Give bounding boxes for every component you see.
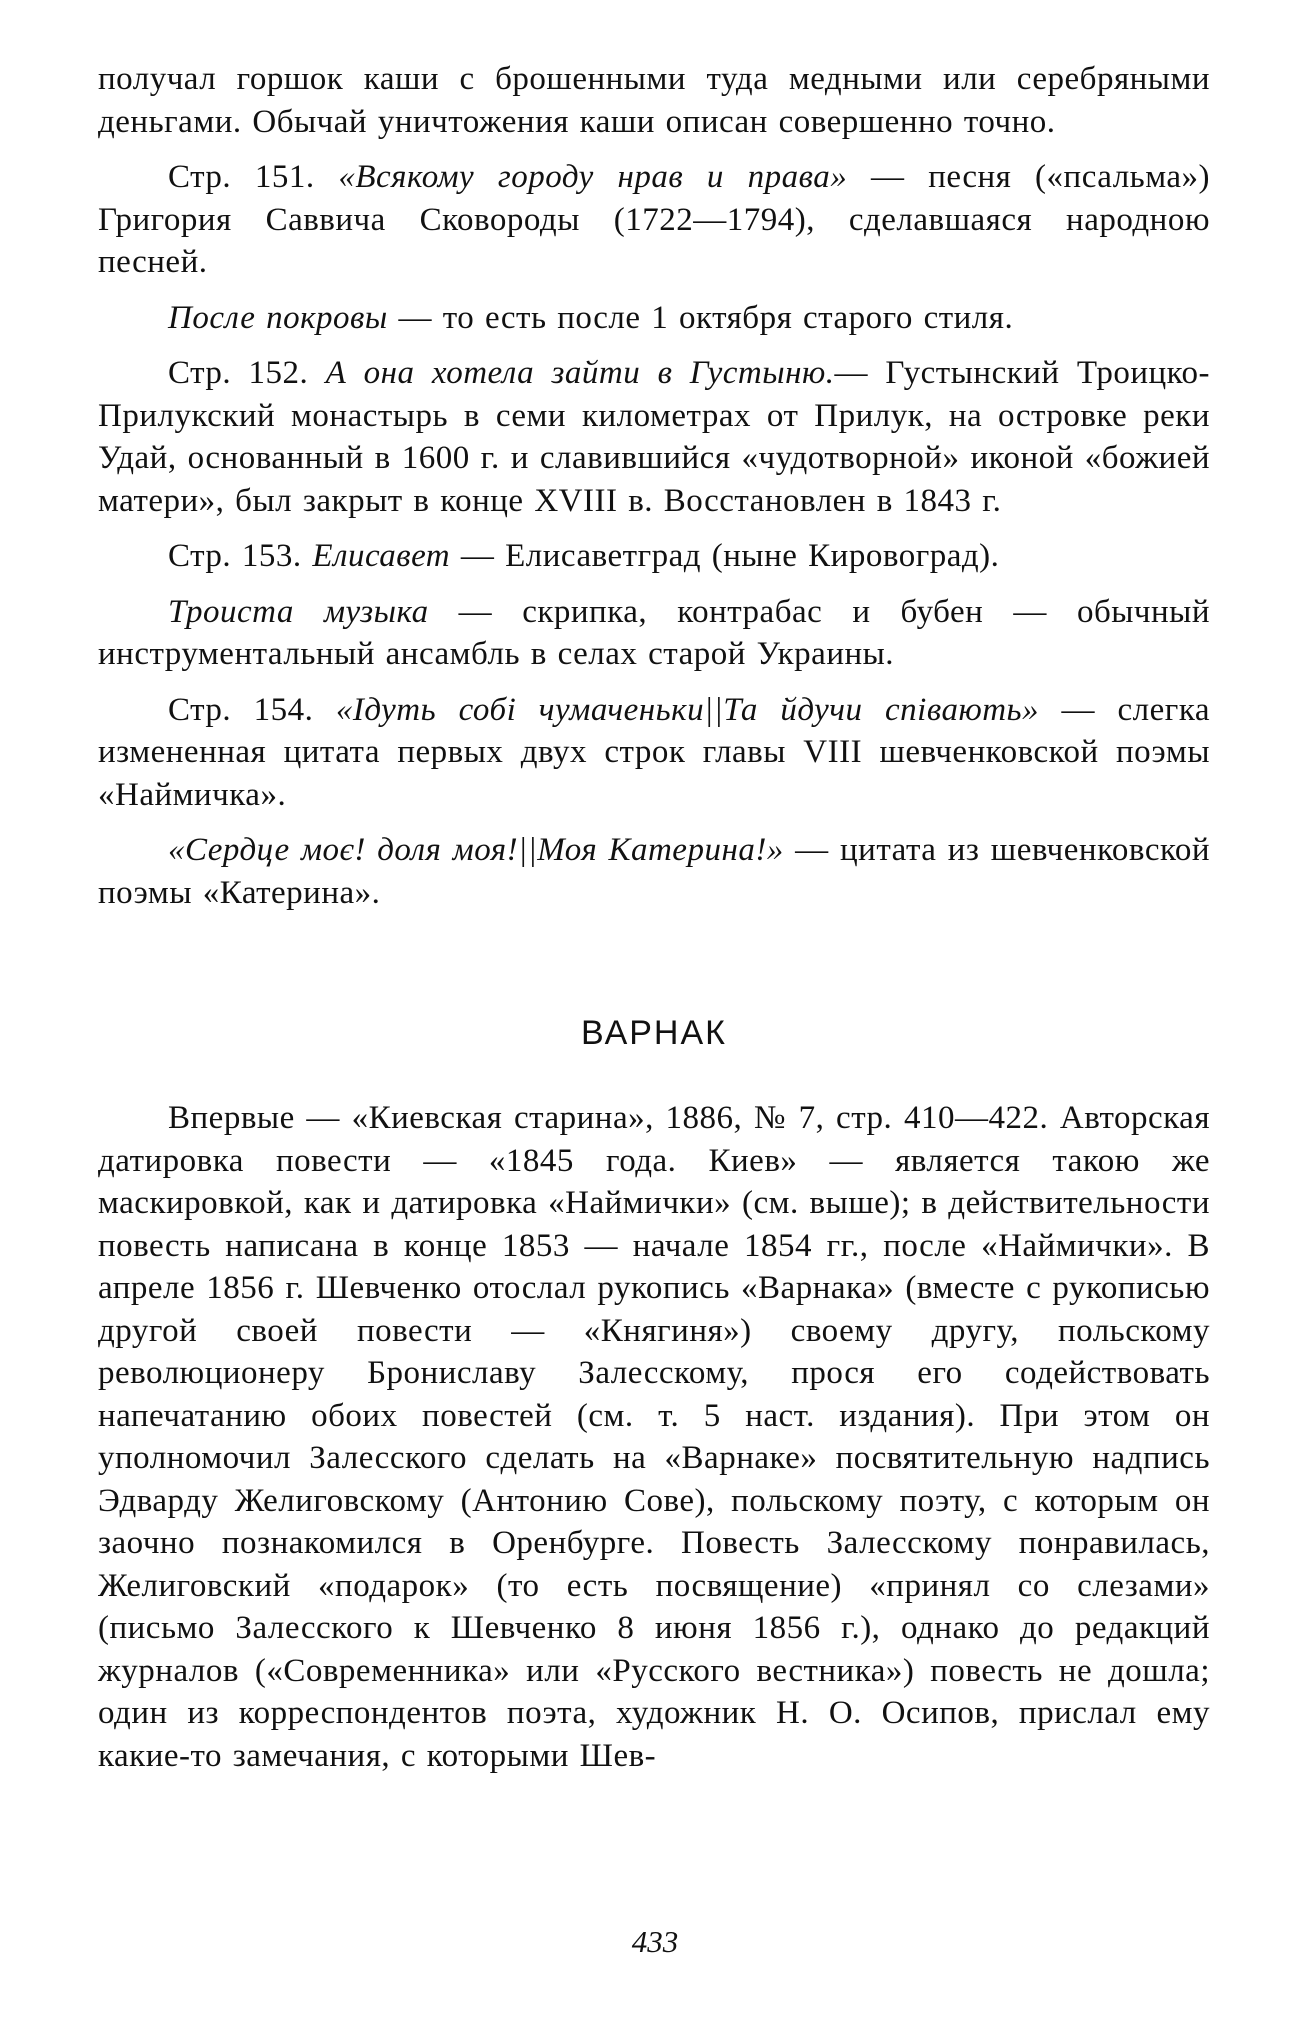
- section-paragraph: Впервые — «Киевская старина», 1886, № 7, стр. 410—422. Авторская датировка повести — «1845 года. Киев» — является такою же маскировкой, как и датировка «Наймички» (см. выше); в действительности повесть написана в конце 1853 — начале 1854 гг., после «Наймички». В апреле 1856 г. Шевченко отослал рукопись «Варнака» (вместе с рукописью другой своей повести — «Княгиня») своему другу, польскому революционеру Брониславу Залесскому, прося его содействовать напечатанию обоих повестей (см. т. 5 наст. издания). При этом он уполномочил Залесского сделать на «Варнаке» посвятительную надпись Эдварду Желиговскому (Антонию Сове), польскому поэту, с которым он заочно познакомился в Оренбурге. Повесть Залесскому понравилась, Желиговский «подарок» (то есть посвящение) «принял со слезами» (письмо Залесского к Шевченко 8 июня 1856 г.), однако до редакций журналов («Современника» или «Русского вестника») повесть не дошла; один из корреспондентов поэта, художник Н. О. Осипов, прислал ему какие-то замечания, с которыми Шев-: [98, 1100, 1210, 1774]
- note-quote: «Всякому городу нрав и права»: [338, 159, 848, 195]
- note-cont: [98, 58, 1210, 143]
- note-text: — слегка измененная цитата первых двух строк главы VIII шевченковской поэмы «Наймичка».: [98, 691, 1210, 813]
- note-p153: [98, 535, 1210, 578]
- note-text: получал горшок каши с брошенными туда медными или серебряными деньгами. Обычай уничтожения каши описан совершенно точно.: [98, 61, 1210, 140]
- note-quote: Елисавет: [312, 538, 451, 574]
- note-text: — скрипка, контрабас и бубен — обычный инструментальный ансамбль в селах старой Украины.: [98, 593, 1210, 672]
- notes-list: [98, 58, 1210, 914]
- note-text: Стр. 151.: [168, 159, 339, 195]
- note-text: Стр. 153.: [168, 538, 313, 574]
- note-p151: [98, 156, 1210, 284]
- note-quote: «Ідуть собі чумаченьки||Та йдучи співають»: [335, 691, 1040, 728]
- section-title: ВАРНАК: [581, 1014, 727, 1052]
- note-text: — то есть после 1 октября старого стиля.: [387, 299, 1014, 336]
- note-text: — Густынский Троицко-Прилукский монастырь в семи километрах от Прилук, на островке реки Удай, основанный в 1600 г. и славившийся «чудотворной» иконой «божией матери», был закрыт в конце XVIII в. Восстановлен в 1843 г.: [98, 355, 1210, 519]
- page-body: [98, 58, 1210, 1777]
- note-quote: Троиста музыка: [168, 593, 429, 630]
- note-text: — Елисаветград (ныне Кировоград).: [450, 538, 1000, 574]
- note-text: Стр. 154.: [168, 691, 336, 728]
- note-text: Стр. 152.: [168, 355, 326, 391]
- note-text: — песня («псальма») Григория Саввича Сковороды (1722—1794), сделавшаяся народною песней.: [98, 159, 1210, 280]
- note-quote: «Сердце моє! доля моя!||Моя Катерина!»: [168, 832, 784, 868]
- note-pokrova: [98, 297, 1210, 340]
- note-p152: [98, 352, 1210, 522]
- note-serdce: [98, 829, 1210, 914]
- note-troista: [98, 591, 1210, 676]
- note-quote: После покровы: [168, 299, 388, 336]
- note-quote: А она хотела зайти в Густыню.: [325, 355, 835, 391]
- note-p154: [98, 689, 1210, 817]
- page-number: 433: [631, 1924, 679, 1959]
- note-text: — цитата из шевченковской поэмы «Катерина».: [98, 832, 1210, 911]
